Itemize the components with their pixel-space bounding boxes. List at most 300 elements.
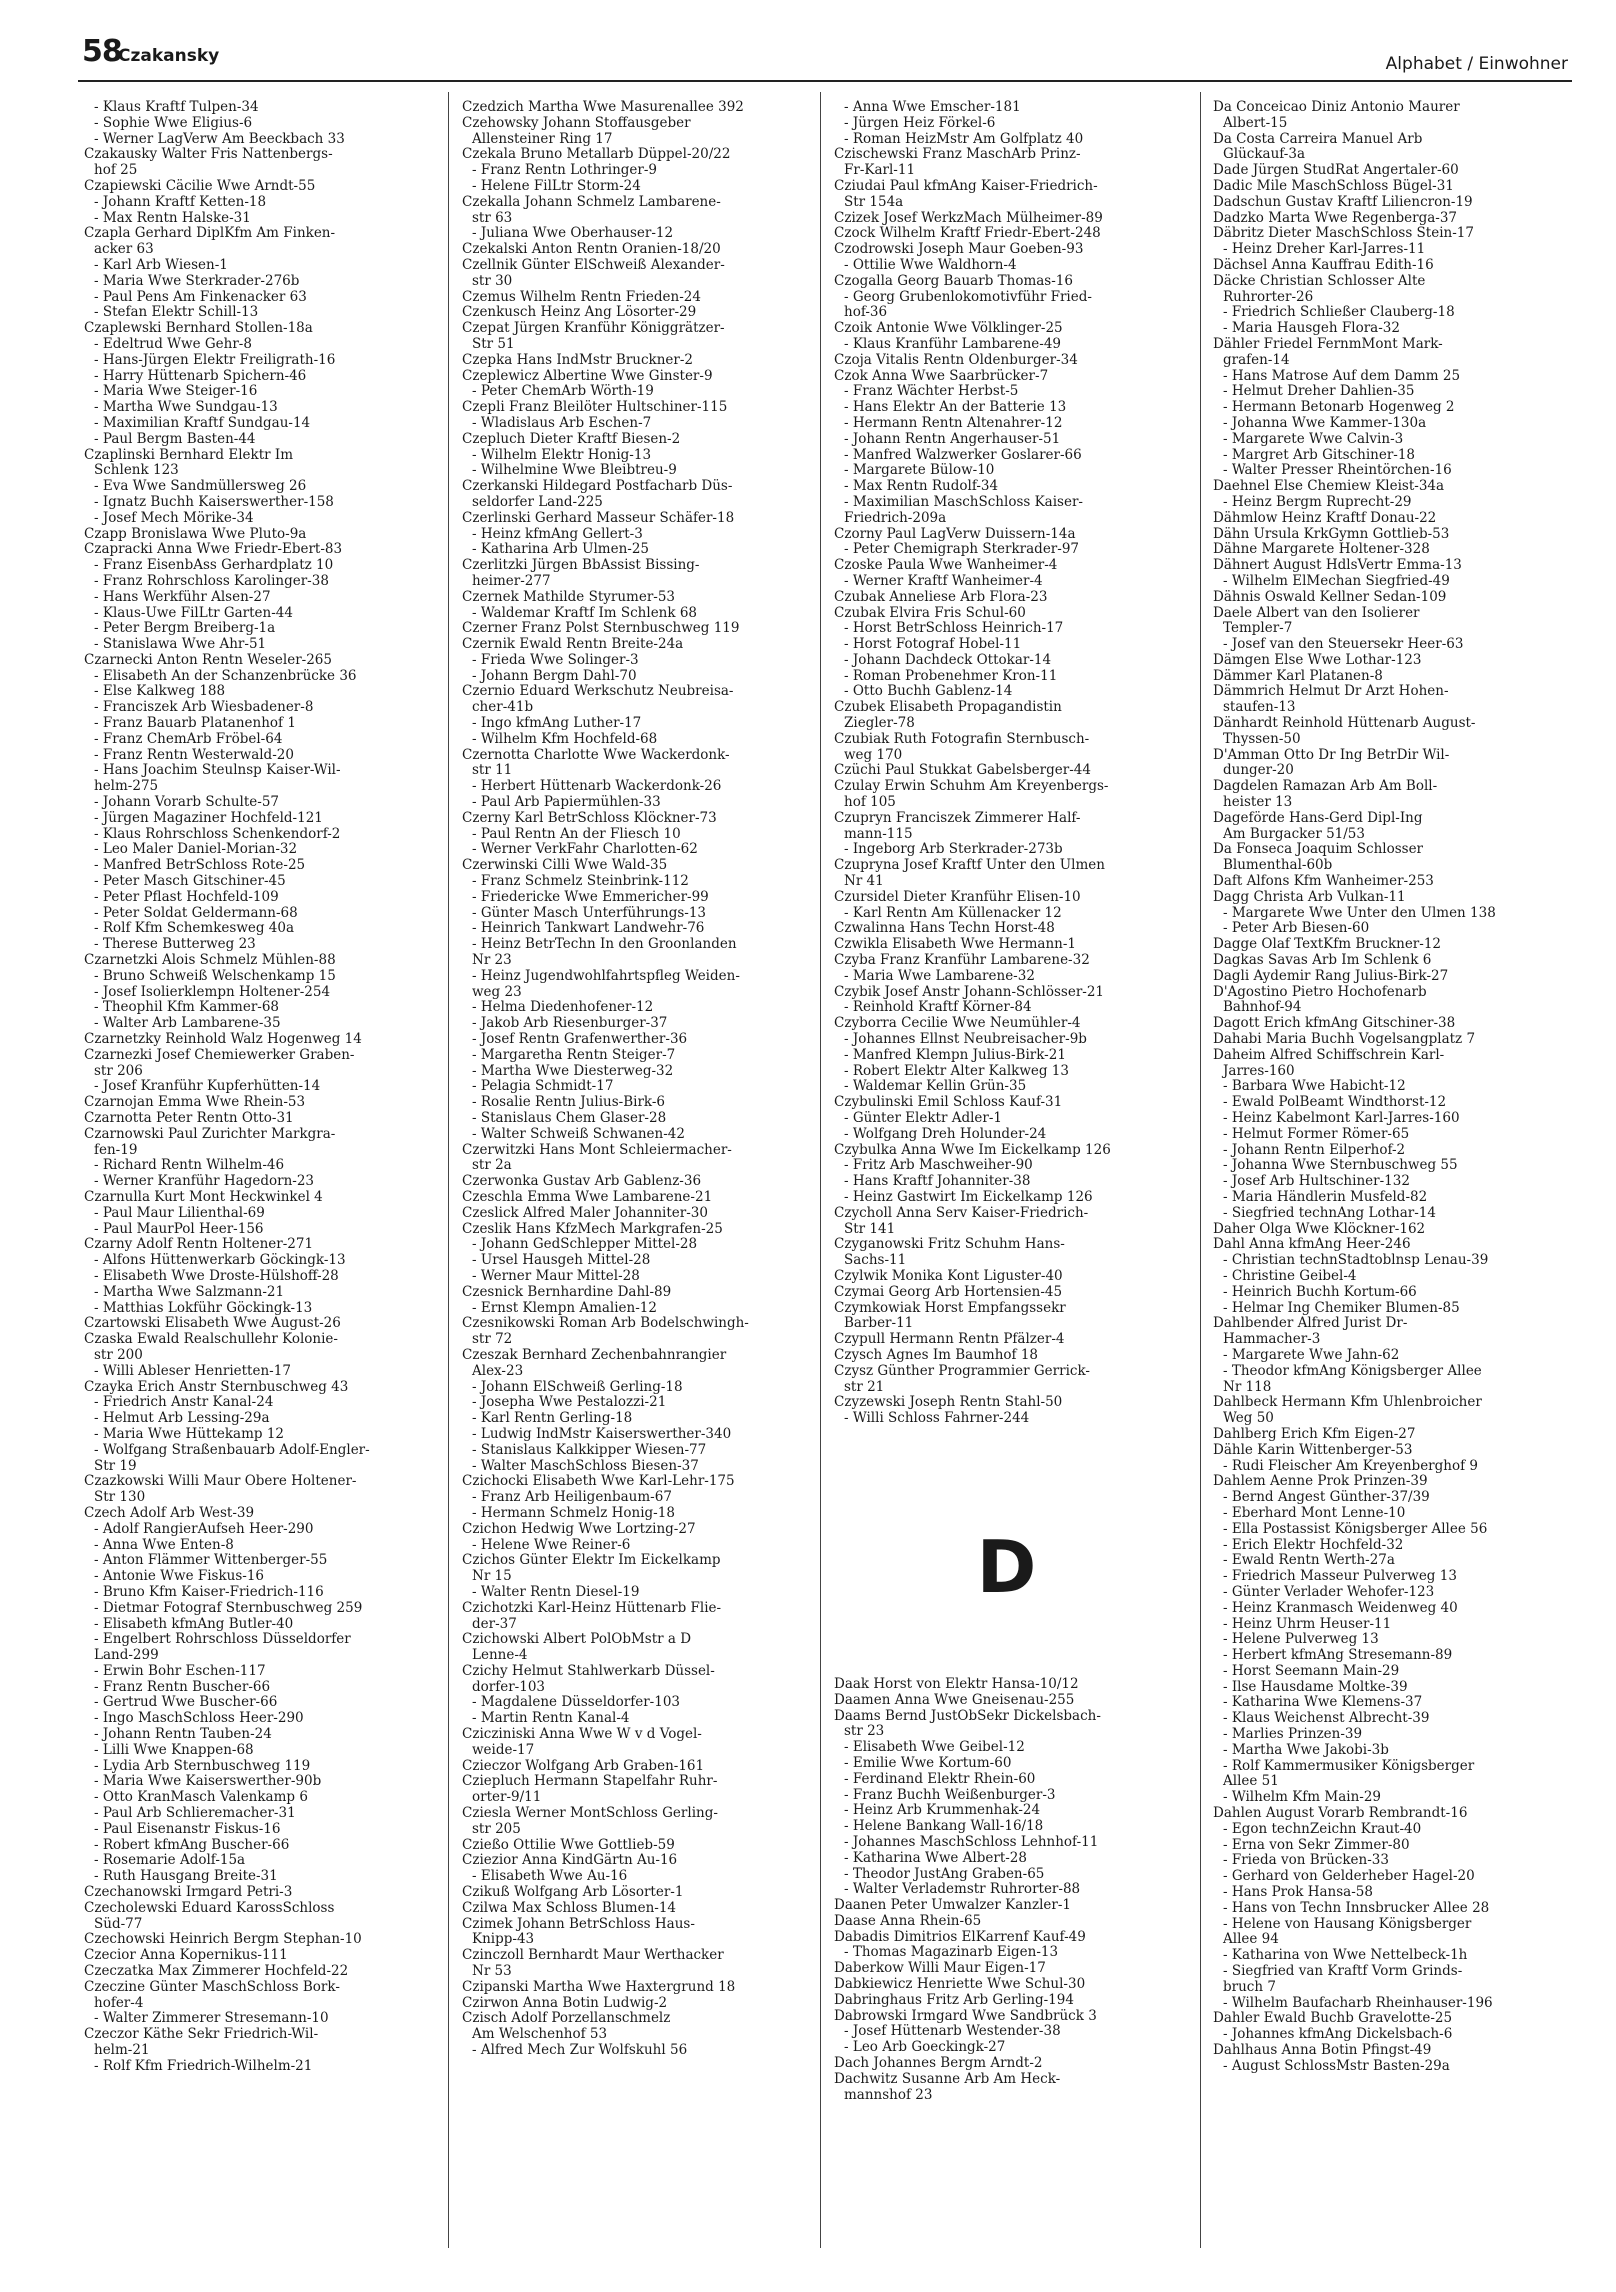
- directory-entry: - Dietmar Fotograf Sternbuschweg 259: [94, 1599, 363, 1616]
- entry-continuation: Albert-15: [1223, 114, 1288, 131]
- entry-continuation: str 30: [472, 272, 513, 289]
- directory-entry: - Rosalie Rentn Julius-Birk-6: [472, 1094, 666, 1111]
- directory-entry: - Katharina Wwe Albert-28: [844, 1849, 1027, 1866]
- directory-column-2: [462, 100, 807, 2059]
- directory-entry: - Ludwig IndMstr Kaiserswerther-340: [472, 1425, 732, 1442]
- entry-continuation: Jarres-160: [1223, 1062, 1295, 1079]
- directory-entry: Dagkas Savas Arb Im Schlenk 6: [1213, 952, 1432, 969]
- entry-continuation: dunger-20: [1223, 762, 1294, 779]
- directory-entry: - Helmar Ing Chemiker Blumen-85: [1223, 1299, 1460, 1316]
- directory-entry: Czubak Elvira Fris Schul-60: [834, 604, 1026, 621]
- directory-entry: - Margarete Bülow-10: [844, 462, 995, 479]
- directory-entry: - Erna von Sekr Zimmer-80: [1223, 1836, 1410, 1853]
- directory-entry: - Manfred Walzwerker Goslarer-66: [844, 446, 1082, 463]
- entry-continuation: Ziegler-78: [844, 715, 915, 732]
- directory-entry: - Harry Hüttenarb Spichern-46: [94, 367, 307, 384]
- directory-entry: - Werner Maur Mittel-28: [472, 1267, 640, 1284]
- entry-continuation: mannshof 23: [844, 2086, 933, 2103]
- directory-entry: Czybik Josef Anstr Johann-Schlösser-21: [834, 983, 1105, 1000]
- directory-entry: Czubek Elisabeth Propagandistin: [834, 699, 1062, 716]
- directory-entry: Daak Horst von Elektr Hansa-10/12: [834, 1675, 1079, 1692]
- directory-column-1: [84, 100, 429, 2075]
- directory-entry: Czichon Hedwig Wwe Lortzing-27: [462, 1520, 696, 1537]
- directory-entry: - Josef Mech Mörike-34: [94, 509, 254, 526]
- directory-entry: - Margarete Wwe Unter den Ulmen 138: [1223, 904, 1496, 921]
- entry-continuation: str 2a: [472, 1157, 512, 1174]
- directory-entry: - Siegfried van Kraftf Vorm Grinds-: [1223, 1963, 1463, 1980]
- directory-entry: - Heinz Arb Krummenhak-24: [844, 1802, 1041, 1819]
- directory-entry: - Johanna Wwe Sternbuschweg 55: [1223, 1157, 1458, 1174]
- entry-continuation: hof 105: [844, 794, 896, 811]
- directory-entry: Daamen Anna Wwe Gneisenau-255: [834, 1691, 1075, 1708]
- directory-entry: - Rolf Kfm Schemkesweg 40a: [94, 920, 295, 937]
- entry-continuation: hof-36: [844, 304, 888, 321]
- directory-entry: Czerwonka Gustav Arb Gablenz-36: [462, 1173, 702, 1190]
- column-3-entries-c: [834, 100, 1179, 1427]
- directory-entry: - Franz Bauarb Platanenhof 1: [94, 715, 296, 732]
- directory-entry: - Ottilie Wwe Waldhorn-4: [844, 256, 1017, 273]
- directory-entry: - Peter Soldat Geldermann-68: [94, 904, 298, 921]
- directory-entry: Czechanowski Irmgard Petri-3: [84, 1884, 293, 1901]
- directory-entry: - Walter Zimmerer Stresemann-10: [94, 2010, 329, 2027]
- directory-entry: - Heinrich Buchh Kortum-66: [1223, 1283, 1417, 1300]
- directory-entry: - Johannes Ellnst Neubreisacher-9b: [844, 1031, 1087, 1048]
- entry-continuation: str 72: [472, 1331, 513, 1348]
- directory-entry: - Friedericke Wwe Emmericher-99: [472, 888, 709, 905]
- directory-entry: - Helene Bankang Wall-16/18: [844, 1818, 1044, 1835]
- directory-entry: Da Costa Carreira Manuel Arb: [1213, 130, 1423, 147]
- directory-entry: - Hermann Schmelz Honig-18: [472, 1504, 675, 1521]
- directory-entry: Czylwik Monika Kont Liguster-40: [834, 1267, 1063, 1284]
- entry-continuation: Süd-77: [94, 1915, 143, 1932]
- directory-entry: - Elisabeth Wwe Geibel-12: [844, 1739, 1025, 1756]
- directory-entry: - Herbert kfmAng Stresemann-89: [1223, 1647, 1453, 1664]
- directory-entry: - Ernst Klempn Amalien-12: [472, 1299, 657, 1316]
- directory-entry: - Fritz Arb Maschweiher-90: [844, 1157, 1033, 1174]
- entry-continuation: Str 154a: [844, 193, 904, 210]
- directory-entry: - Walter Verlademstr Ruhrorter-88: [844, 1881, 1081, 1898]
- entry-continuation: Allensteiner Ring 17: [472, 130, 613, 147]
- directory-entry: - Alfred Mech Zur Wolfskuhl 56: [472, 2042, 688, 2059]
- directory-entry: Czichos Günter Elektr Im Eickelkamp: [462, 1552, 721, 1569]
- directory-entry: Czerlitzki Jürgen BbAssist Bissing-: [462, 557, 700, 574]
- directory-entry: - Ewald PolBeamt Windthorst-12: [1223, 1094, 1447, 1111]
- directory-entry: Czarnojan Emma Wwe Rhein-53: [84, 1094, 306, 1111]
- directory-entry: - Roman HeizMstr Am Golfplatz 40: [844, 130, 1084, 147]
- directory-entry: - Walter Presser Rheintörchen-16: [1223, 462, 1452, 479]
- directory-entry: Dahlem Aenne Prok Prinzen-39: [1213, 1473, 1428, 1490]
- directory-entry: Czwikla Elisabeth Wwe Hermann-1: [834, 936, 1076, 953]
- directory-entry: - Erwin Bohr Eschen-117: [94, 1662, 266, 1679]
- directory-entry: - Jakob Arb Riesenburger-37: [472, 1015, 668, 1032]
- directory-entry: - Ferdinand Elektr Rhein-60: [844, 1770, 1036, 1787]
- directory-entry: Da Conceicao Diniz Antonio Maurer: [1213, 99, 1460, 115]
- directory-entry: Czartowski Elisabeth Wwe August-26: [84, 1315, 341, 1332]
- directory-entry: - Stefan Elektr Schill-13: [94, 304, 259, 321]
- directory-entry: Dähnis Oswald Kellner Sedan-109: [1213, 588, 1447, 605]
- directory-entry: - Johann Rentn Eilperhof-2: [1223, 1141, 1406, 1158]
- directory-entry: Czedzich Martha Wwe Masurenallee 392: [462, 99, 744, 115]
- directory-entry: Czilwa Max Schloss Blumen-14: [462, 1899, 677, 1916]
- directory-entry: Czipanski Martha Wwe Haxtergrund 18: [462, 1978, 736, 1995]
- directory-entry: - Heinz Kabelmont Karl-Jarres-160: [1223, 1110, 1460, 1126]
- directory-entry: - Sophie Wwe Eligius-6: [94, 114, 253, 131]
- directory-entry: - Horst BetrSchloss Heinrich-17: [844, 620, 1064, 637]
- directory-entry: Czeplewicz Albertine Wwe Ginster-9: [462, 367, 713, 384]
- directory-entry: - Hans-Jürgen Elektr Freiligrath-16: [94, 351, 336, 368]
- directory-entry: Czichy Helmut Stahlwerkarb Düssel-: [462, 1662, 715, 1679]
- entry-continuation: weg 170: [844, 746, 903, 763]
- directory-entry: - Maria Wwe Sterkrader-276b: [94, 272, 300, 289]
- directory-entry: - Maria Wwe Lambarene-32: [844, 967, 1035, 984]
- entry-continuation: Nr 118: [1223, 1378, 1272, 1395]
- entry-continuation: dorfer-103: [472, 1678, 545, 1695]
- directory-entry: - Katharina Wwe Klemens-37: [1223, 1694, 1423, 1711]
- directory-entry: Daanen Peter Umwalzer Kanzler-1: [834, 1897, 1072, 1914]
- directory-entry: Daehnel Else Chemiew Kleist-34a: [1213, 478, 1445, 495]
- directory-entry: Czarnowski Paul Zurichter Markgra-: [84, 1125, 336, 1142]
- directory-entry: Dabringhaus Fritz Arb Gerling-194: [834, 1991, 1074, 2008]
- directory-entry: Dahlen August Vorarb Rembrandt-16: [1213, 1805, 1468, 1822]
- directory-entry: Czybulinski Emil Schloss Kauf-31: [834, 1094, 1063, 1111]
- directory-entry: - Helmut Dreher Dahlien-35: [1223, 383, 1415, 400]
- directory-entry: - Engelbert Rohrschloss Düsseldorfer: [94, 1631, 351, 1648]
- directory-entry: Czysz Günther Programmier Gerrick-: [834, 1362, 1090, 1379]
- column-divider: [448, 92, 449, 2248]
- directory-entry: - Josef Arb Hultschiner-132: [1223, 1173, 1410, 1190]
- directory-entry: - Franz Rentn Buscher-66: [94, 1678, 271, 1695]
- entry-continuation: Blumenthal-60b: [1223, 857, 1333, 874]
- directory-entry: - Margret Arb Gitschiner-18: [1223, 446, 1416, 463]
- directory-entry: Dähnert August HdlsVertr Emma-13: [1213, 557, 1462, 574]
- directory-entry: - Ingo MaschSchloss Heer-290: [94, 1710, 304, 1727]
- directory-entry: - Josef Isolierklempn Holtener-254: [94, 983, 331, 1000]
- directory-entry: - Johann Dachdeck Ottokar-14: [844, 651, 1052, 668]
- directory-entry: - Max Rentn Halske-31: [94, 209, 251, 226]
- entry-continuation: Friedrich-209a: [844, 509, 947, 526]
- directory-entry: Daberkow Willi Maur Eigen-17: [834, 1960, 1046, 1977]
- directory-entry: Czenkusch Heinz Ang Lösorter-29: [462, 304, 697, 321]
- directory-entry: Czarnotta Peter Rentn Otto-31: [84, 1110, 294, 1126]
- directory-entry: Czemus Wilhelm Rentn Frieden-24: [462, 288, 701, 305]
- directory-entry: - Georg Grubenlokomotivführ Fried-: [844, 288, 1092, 305]
- directory-entry: - Heinz Gastwirt Im Eickelkamp 126: [844, 1188, 1093, 1205]
- directory-entry: Czecior Anna Kopernikus-111: [84, 1947, 288, 1964]
- entry-continuation: Am Welschenhof 53: [472, 2026, 608, 2043]
- directory-entry: Dach Johannes Bergm Arndt-2: [834, 2055, 1043, 2072]
- directory-entry: Dahlhaus Anna Botin Pfingst-49: [1213, 2042, 1432, 2059]
- directory-entry: Dämmer Karl Platanen-8: [1213, 667, 1383, 684]
- directory-entry: - Therese Butterweg 23: [94, 936, 256, 953]
- entry-continuation: staufen-13: [1223, 699, 1296, 716]
- directory-entry: Czerwitzki Hans Mont Schleiermacher-: [462, 1141, 732, 1158]
- directory-entry: - Edeltrud Wwe Gehr-8: [94, 335, 252, 352]
- directory-entry: Dämmrich Helmut Dr Arzt Hohen-: [1213, 683, 1449, 700]
- directory-entry: Czogalla Georg Bauarb Thomas-16: [834, 272, 1073, 289]
- directory-entry: - Heinz Kranmasch Weidenweg 40: [1223, 1599, 1458, 1616]
- directory-entry: - Ewald Rentn Werth-27a: [1223, 1552, 1395, 1569]
- directory-entry: Czichowski Albert PolObMstr a D: [462, 1631, 692, 1648]
- directory-entry: Czepluch Dieter Kraftf Biesen-2: [462, 430, 681, 447]
- directory-entry: Czerwinski Cilli Wwe Wald-35: [462, 857, 668, 874]
- directory-entry: - Rolf Kammermusiker Königsberger: [1223, 1757, 1475, 1774]
- directory-entry: - Helene von Hausang Königsberger: [1223, 1915, 1472, 1932]
- directory-entry: - Ingeborg Arb Sterkrader-273b: [844, 841, 1063, 858]
- directory-entry: - Otto KranMasch Valenkamp 6: [94, 1789, 308, 1806]
- directory-entry: - Paul Pens Am Finkenacker 63: [94, 288, 307, 305]
- directory-entry: Czikuß Wolfgang Arb Lösorter-1: [462, 1884, 684, 1901]
- directory-entry: - Reinhold Kraftf Körner-84: [844, 999, 1032, 1016]
- directory-entry: Däbritz Dieter MaschSchloss Stein-17: [1213, 225, 1474, 242]
- directory-entry: - Ingo kfmAng Luther-17: [472, 715, 642, 732]
- directory-entry: Czarnecki Anton Rentn Weseler-265: [84, 651, 332, 668]
- directory-entry: Czellnik Günter ElSchweiß Alexander-: [462, 256, 725, 273]
- directory-entry: Czysch Agnes Im Baumhof 18: [834, 1346, 1039, 1363]
- directory-entry: - Josef Rentn Grafenwerther-36: [472, 1031, 688, 1048]
- directory-entry: Czieczor Wolfgang Arb Graben-161: [462, 1757, 705, 1774]
- directory-entry: Czeczine Günter MaschSchloss Bork-: [84, 1978, 340, 1995]
- directory-entry: Czesnick Bernhardine Dahl-89: [462, 1283, 672, 1300]
- directory-entry: - Siegfried technAng Lothar-14: [1223, 1204, 1436, 1221]
- entry-continuation: str 206: [94, 1062, 143, 1079]
- directory-entry: - Katharina von Wwe Nettelbeck-1h: [1223, 1947, 1468, 1964]
- directory-entry: - Hans Werkführ Alsen-27: [94, 588, 271, 605]
- entry-continuation: Allee 94: [1223, 1931, 1279, 1948]
- entry-continuation: Knipp-43: [472, 1931, 535, 1948]
- directory-entry: - Günter Masch Unterführungs-13: [472, 904, 707, 921]
- directory-entry: - Franz ChemArb Fröbel-64: [94, 730, 283, 747]
- directory-entry: Czerner Franz Polst Sternbuschweg 119: [462, 620, 740, 637]
- directory-entry: Dadzko Marta Wwe Regenberga-37: [1213, 209, 1458, 226]
- directory-entry: - Margarete Wwe Calvin-3: [1223, 430, 1404, 447]
- directory-entry: Czicziniski Anna Wwe W v d Vogel-: [462, 1726, 702, 1743]
- directory-entry: - Günter Verlader Wehofer-123: [1223, 1583, 1435, 1600]
- entry-continuation: weide-17: [472, 1741, 535, 1758]
- directory-entry: Czyborra Cecilie Wwe Neumühler-4: [834, 1015, 1081, 1032]
- directory-entry: Czeszak Bernhard Zechenbahnrangier: [462, 1346, 727, 1363]
- directory-entry: Dähmlow Heinz Kraftf Donau-22: [1213, 509, 1437, 526]
- directory-entry: - Wilhelmine Wwe Bleibtreu-9: [472, 462, 677, 479]
- directory-entry: Czymkowiak Horst Empfangssekr: [834, 1299, 1066, 1316]
- directory-entry: - Martin Rentn Kanal-4: [472, 1710, 630, 1727]
- directory-entry: - Walter MaschSchloss Biesen-37: [472, 1457, 699, 1474]
- directory-entry: Dähne Margarete Holtener-328: [1213, 541, 1430, 558]
- directory-entry: - Thomas Magazinarb Eigen-13: [844, 1944, 1059, 1961]
- entry-continuation: Nr 23: [472, 952, 512, 969]
- directory-entry: - Anna Wwe Emscher-181: [844, 99, 1021, 115]
- directory-entry: - Horst Seemann Main-29: [1223, 1662, 1400, 1679]
- directory-entry: - Wolfgang Straßenbauarb Adolf-Engler-: [94, 1441, 370, 1458]
- column-divider: [820, 92, 821, 2248]
- directory-entry: - Heinz Uhrm Heuser-11: [1223, 1615, 1392, 1632]
- directory-entry: Däcke Christian Schlosser Alte: [1213, 272, 1426, 289]
- entry-continuation: Str 51: [472, 335, 515, 352]
- directory-entry: - Paul Eisenanstr Fiskus-16: [94, 1820, 281, 1837]
- directory-entry: - Alfons Hüttenwerkarb Göckingk-13: [94, 1252, 346, 1269]
- directory-entry: - Anton Flämmer Wittenberger-55: [94, 1552, 328, 1569]
- directory-entry: Dadic Mile MaschSchloss Bügel-31: [1213, 177, 1454, 194]
- directory-entry: Czupryn Franciszek Zimmerer Half-: [834, 809, 1081, 826]
- directory-entry: Czichotzki Karl-Heinz Hüttenarb Flie-: [462, 1599, 722, 1616]
- directory-entry: - Antonie Wwe Fiskus-16: [94, 1568, 265, 1585]
- directory-entry: - Rolf Kfm Friedrich-Wilhelm-21: [94, 2057, 313, 2074]
- directory-entry: Czepat Jürgen Kranführ Königgrätzer-: [462, 320, 725, 337]
- directory-entry: - Paul MaurPol Heer-156: [94, 1220, 264, 1237]
- directory-entry: - Klaus-Uwe FilLtr Garten-44: [94, 604, 293, 621]
- directory-entry: - Heinz Dreher Karl-Jarres-11: [1223, 241, 1426, 258]
- directory-entry: - Margarete Wwe Jahn-62: [1223, 1346, 1400, 1363]
- entry-continuation: fen-19: [94, 1141, 138, 1158]
- directory-entry: Dänhardt Reinhold Hüttenarb August-: [1213, 715, 1476, 732]
- directory-entry: - Werner Kranführ Hagedorn-23: [94, 1173, 315, 1190]
- directory-entry: - Ilse Hausdame Moltke-39: [1223, 1678, 1408, 1695]
- directory-entry: - Paul Maur Lilienthal-69: [94, 1204, 265, 1221]
- directory-entry: - Franz Rohrschloss Karolinger-38: [94, 572, 329, 589]
- directory-entry: Czehowsky Johann Stoffausgeber: [462, 114, 691, 131]
- entry-continuation: heister 13: [1223, 794, 1293, 811]
- directory-entry: Czernik Ewald Rentn Breite-24a: [462, 636, 684, 653]
- directory-entry: Dagott Erich kfmAng Gitschiner-38: [1213, 1015, 1456, 1032]
- directory-entry: Czulay Erwin Schuhm Am Kreyenbergs-: [834, 778, 1109, 795]
- directory-entry: - Werner Kraftf Wanheimer-4: [844, 572, 1043, 589]
- directory-entry: - Rosemarie Adolf-15a: [94, 1852, 246, 1869]
- entry-continuation: orter-9/11: [472, 1789, 542, 1806]
- directory-entry: - August SchlossMstr Basten-29a: [1223, 2057, 1450, 2074]
- directory-entry: - Marlies Prinzen-39: [1223, 1726, 1363, 1743]
- directory-entry: Dagg Christa Arb Vulkan-11: [1213, 888, 1406, 905]
- directory-entry: - Werner VerkFahr Charlotten-62: [472, 841, 698, 858]
- directory-entry: Czerlinski Gerhard Masseur Schäfer-18: [462, 509, 735, 526]
- entry-continuation: Glückauf-3a: [1223, 146, 1305, 163]
- directory-entry: - Peter Pflast Hochfeld-109: [94, 888, 279, 905]
- directory-entry: - Maximilian Kraftf Sundgau-14: [94, 414, 311, 431]
- directory-entry: Czorny Paul LagVerw Duissern-14a: [834, 525, 1076, 542]
- directory-entry: - Anna Wwe Enten-8: [94, 1536, 234, 1553]
- directory-entry: Dahlberg Erich Kfm Eigen-27: [1213, 1425, 1416, 1442]
- directory-entry: - Helmut Former Römer-65: [1223, 1125, 1410, 1142]
- directory-entry: Czernotta Charlotte Wwe Wackerdonk-: [462, 746, 730, 763]
- entry-continuation: hof 25: [94, 162, 138, 179]
- directory-entry: Czycholl Anna Serv Kaiser-Friedrich-: [834, 1204, 1089, 1221]
- entry-continuation: str 23: [844, 1723, 885, 1740]
- directory-entry: Daher Olga Wwe Klöckner-162: [1213, 1220, 1426, 1237]
- directory-entry: - Johanna Wwe Kammer-130a: [1223, 414, 1427, 431]
- directory-entry: - Josepha Wwe Pestalozzi-21: [472, 1394, 667, 1411]
- entry-continuation: str 200: [94, 1346, 143, 1363]
- directory-entry: D'Agostino Pietro Hochofenarb: [1213, 983, 1427, 1000]
- directory-entry: - Herbert Hüttenarb Wackerdonk-26: [472, 778, 722, 795]
- directory-entry: Czaplewski Bernhard Stollen-18a: [84, 320, 313, 337]
- directory-entry: Dahlbender Alfred Jurist Dr-: [1213, 1315, 1408, 1332]
- directory-entry: Daele Albert van den Isolierer: [1213, 604, 1420, 621]
- entry-continuation: Allee 51: [1223, 1773, 1279, 1790]
- directory-entry: - Elisabeth Wwe Au-16: [472, 1868, 628, 1885]
- entry-continuation: Lenne-4: [472, 1647, 528, 1664]
- directory-entry: D'Amman Otto Dr Ing BetrDir Wil-: [1213, 746, 1450, 763]
- directory-entry: Czymai Georg Arb Hortensien-45: [834, 1283, 1063, 1300]
- entry-continuation: Str 130: [94, 1489, 146, 1506]
- directory-entry: - Helene FilLtr Storm-24: [472, 177, 641, 194]
- directory-entry: - Hermann Betonarb Hogenweg 2: [1223, 399, 1455, 416]
- directory-entry: Czayka Erich Anstr Sternbuschweg 43: [84, 1378, 349, 1395]
- entry-continuation: Str 19: [94, 1457, 137, 1474]
- directory-entry: Czupryna Josef Kraftf Unter den Ulmen: [834, 857, 1105, 874]
- directory-entry: Czoske Paula Wwe Wanheimer-4: [834, 557, 1058, 574]
- directory-entry: - Wilhelm Kfm Hochfeld-68: [472, 730, 658, 747]
- directory-entry: Czekalla Johann Schmelz Lambarene-: [462, 193, 721, 210]
- directory-entry: Czesnikowski Roman Arb Bodelschwingh-: [462, 1315, 749, 1332]
- entry-continuation: Bahnhof-94: [1223, 999, 1302, 1016]
- directory-entry: Czepka Hans IndMstr Bruckner-2: [462, 351, 694, 368]
- directory-entry: - Stanislawa Wwe Ahr-51: [94, 636, 267, 653]
- directory-entry: - Horst Fotograf Hobel-11: [844, 636, 1022, 653]
- directory-entry: - Franz Rentn Lothringer-9: [472, 162, 657, 179]
- directory-entry: Czoik Antonie Wwe Völklinger-25: [834, 320, 1063, 337]
- directory-entry: - Ella Postassist Königsberger Allee 56: [1223, 1520, 1488, 1537]
- directory-entry: - Margaretha Rentn Steiger-7: [472, 1046, 676, 1063]
- directory-entry: Cziesla Werner MontSchloss Gerling-: [462, 1805, 718, 1822]
- directory-entry: - Johann GedSchlepper Mittel-28: [472, 1236, 698, 1253]
- directory-entry: - Juliana Wwe Oberhauser-12: [472, 225, 674, 242]
- directory-entry: Dähler Friedel FernmMont Mark-: [1213, 335, 1443, 352]
- directory-entry: - Matthias Lokführ Göckingk-13: [94, 1299, 313, 1316]
- directory-entry: Dabrowski Irmgard Wwe Sandbrück 3: [834, 2007, 1097, 2024]
- directory-entry: - Willi Ableser Henrietten-17: [94, 1362, 291, 1379]
- directory-entry: - Gerhard von Gelderheber Hagel-20: [1223, 1868, 1475, 1885]
- directory-entry: - Bruno Kfm Kaiser-Friedrich-116: [94, 1583, 324, 1600]
- directory-entry: - Johann Rentn Angerhauser-51: [844, 430, 1061, 447]
- directory-entry: - Helmut Arb Lessing-29a: [94, 1410, 270, 1427]
- directory-entry: - Wilhelm Elektr Honig-13: [472, 446, 652, 463]
- directory-entry: Czazkowski Willi Maur Obere Holtener-: [84, 1473, 357, 1490]
- directory-entry: - Leo Maler Daniel-Morian-32: [94, 841, 298, 858]
- directory-entry: - Stanislaus Kalkkipper Wiesen-77: [472, 1441, 707, 1458]
- directory-entry: - Hermann Rentn Altenahrer-12: [844, 414, 1063, 431]
- directory-entry: - Johann Rentn Tauben-24: [94, 1726, 272, 1743]
- directory-entry: - Paul Arb Papiermühlen-33: [472, 794, 661, 811]
- entry-continuation: Str 141: [844, 1220, 896, 1237]
- directory-entry: Czarny Adolf Rentn Holtener-271: [84, 1236, 314, 1253]
- directory-entry: - Ignatz Buchh Kaiserswerther-158: [94, 493, 334, 510]
- directory-entry: - Lydia Arb Sternbuschweg 119: [94, 1757, 311, 1774]
- directory-entry: Czursidel Dieter Kranführ Elisen-10: [834, 888, 1081, 905]
- directory-entry: - Klaus Kraftf Tulpen-34: [94, 99, 259, 115]
- directory-entry: Czodrowski Joseph Maur Goeben-93: [834, 241, 1084, 258]
- directory-entry: Daheim Alfred Schiffschrein Karl-: [1213, 1046, 1445, 1063]
- directory-entry: - Katharina Arb Ulmen-25: [472, 541, 650, 558]
- entry-continuation: helm-21: [94, 2042, 150, 2059]
- entry-continuation: Templer-7: [1223, 620, 1293, 637]
- directory-entry: - Heinz BetrTechn In den Groonlanden: [472, 936, 737, 953]
- directory-entry: - Wilhelm ElMechan Siegfried-49: [1223, 572, 1450, 589]
- directory-entry: - Manfred Klempn Julius-Birk-21: [844, 1046, 1066, 1063]
- entry-continuation: Thyssen-50: [1223, 730, 1301, 747]
- directory-entry: - Paul Rentn An der Fliesch 10: [472, 825, 681, 842]
- directory-entry: - Eva Wwe Sandmüllersweg 26: [94, 478, 307, 495]
- directory-entry: - Wolfgang Dreh Holunder-24: [844, 1125, 1047, 1142]
- directory-entry: Czecholewski Eduard KarossSchloss: [84, 1899, 335, 1916]
- directory-entry: Cziepluch Hermann Stapelfahr Ruhr-: [462, 1773, 718, 1790]
- entry-continuation: acker 63: [94, 241, 154, 258]
- directory-entry: - Leo Arb Goeckingk-27: [844, 2039, 1006, 2056]
- directory-entry: Dagge Olaf TextKfm Bruckner-12: [1213, 936, 1442, 953]
- directory-entry: - Franz EisenbAss Gerhardplatz 10: [94, 557, 334, 574]
- directory-entry: - Willi Schloss Fahrner-244: [844, 1410, 1030, 1427]
- directory-entry: - Heinz kfmAng Gellert-3: [472, 525, 643, 542]
- directory-entry: Czinczoll Bernhardt Maur Werthacker: [462, 1947, 724, 1964]
- directory-entry: Czyganowski Fritz Schuhm Hans-: [834, 1236, 1065, 1253]
- directory-entry: Czaplinski Bernhard Elektr Im: [84, 446, 294, 463]
